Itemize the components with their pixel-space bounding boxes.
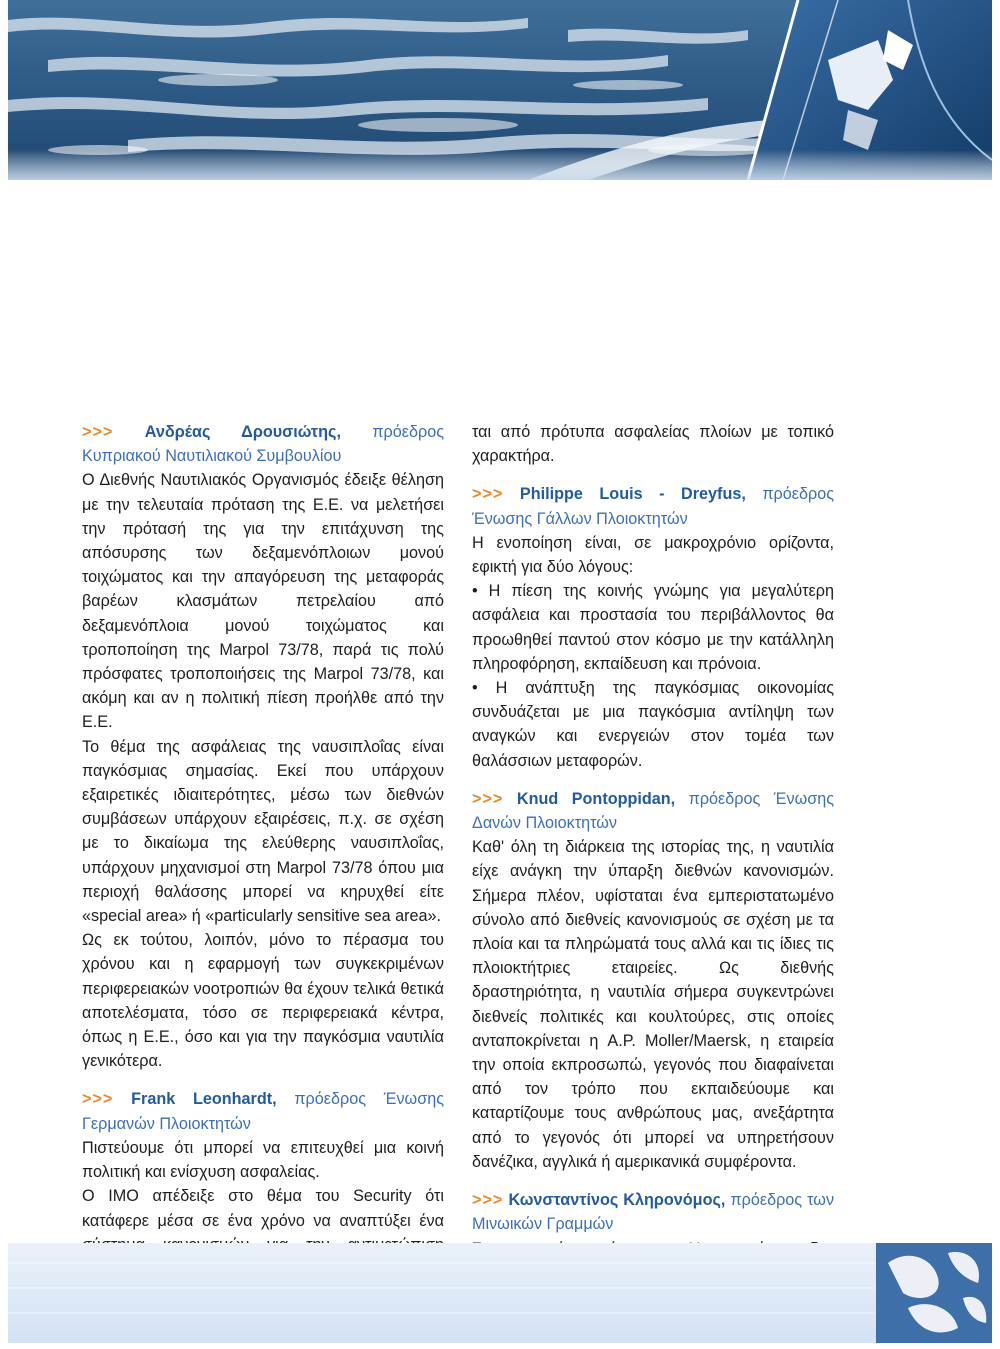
arrows-marker: >>> — [472, 789, 504, 808]
speaker-role: πρόεδρος των Μινωικών Γραμμών — [472, 1191, 835, 1234]
paragraph: Καθ' όλη τη διάρκεια της ιστορίας της, η ναυτιλία είχε ανάγκη την ύπαρξη διεθνών κανονισμών. Σήμερα πλέον, υφίσταται ένα εμπεριστατωμένο σύνολο από διεθνείς κανονισμούς σε σχέση με τα πλοία και τα πληρώματά τους αλλά και τις ίδιες τις πλοιοκτήτριες εταιρείες. Ως διεθνής δραστηριότητα, η ναυτιλία σήμερα συγκεντρώνει διεθνείς πολιτικές και κουλτούρες, στις οποίες ανταποκρίνεται η A.P. Moller/Maersk, η εταιρεία την οποία εκπροσωπώ, γεγονός που διαφαίνεται από τον τρόπο που εκπαιδεύουμε και καταρτίζουμε τους ανθρώπους μας, ανεξάρτητα από το γεγονός ότι μπορεί να υπηρετήσουν δανέζικα, αγγλικά ή αμερικανικά συμφέροντα. — [472, 838, 834, 1171]
speaker-name: Philippe Louis - Dreyfus, — [519, 485, 746, 504]
speaker-role: πρόεδρος Κυπριακού Ναυτιλιακού Συμβουλίου — [82, 423, 444, 466]
paragraph: Ως εκ τούτου, λοιπόν, μόνο το πέρασμα του χρόνου και η εφαρμογή των συγκεκριμένων περιφερειακών νοοτροπιών θα έχουν τελικά θετικά αποτελέσματα, τόσο σε περιφερειακά κέντρα, όπως η Ε.Ε., όσο και για την παγκόσμια ναυτιλία γενικότερα. — [82, 931, 444, 1071]
sea-wake-icon — [8, 0, 992, 180]
decorative-wave-pattern-icon — [8, 1243, 992, 1343]
arrows-marker: >>> — [472, 485, 504, 504]
bullet-item: • Η ανάπτυξη της παγκόσμιας οικονομίας συνδυάζεται με μια παγκόσμια αντίληψη των αναγκών και ενεργειών στον τομέα των θαλάσσιων μεταφορών. — [472, 679, 834, 770]
speaker-heading — [472, 1188, 834, 1236]
left-column — [82, 420, 444, 1344]
paragraph: Ο Διεθνής Ναυτιλιακός Οργανισμός έδειξε θέληση με την τελευταία πρόταση της Ε.Ε. να μελετήσει την πρότασή της για την επιτάχυνση της απόσυρσης των δεξαμενόπλοιων μονού τοιχώματος και την απαγόρευση της μεταφοράς βαρέων κλασμάτων πετρελαίου από δεξαμενόπλοια μονού τοιχώματος και τροποποίηση της Marpol 73/78, παρά τις πολύ πρόσφατες τροποποιήσεις της Marpol 73/78, και ακόμη και αν η πολιτική πίεση προήλθε από την Ε.Ε. — [82, 471, 444, 732]
paragraph: ται από πρότυπα ασφαλείας πλοίων με τοπικό χαρακτήρα. — [472, 423, 834, 466]
header-banner-photo — [8, 0, 992, 180]
arrows-marker: >>> — [82, 423, 114, 441]
speaker-name: Ανδρέας Δρουσιώτης, — [144, 423, 341, 441]
speaker-heading — [82, 420, 444, 468]
right-column — [472, 420, 834, 1299]
paragraph: Ο ΙΜΟ απέδειξε στο θέμα του Security ότι κατάφερε μέσα σε ένα χρόνο να αναπτύξει ένα — [82, 1187, 444, 1230]
speaker-role: πρόεδρος Ένωσης Γερμανών Πλοιοκτητών — [82, 1090, 444, 1133]
speaker-name: Frank Leonhardt, — [131, 1090, 277, 1109]
arrows-marker: >>> — [82, 1090, 114, 1109]
speaker-heading — [472, 482, 834, 530]
bullet-item: • Η πίεση της κοινής γνώμης για μεγαλύτερη ασφάλεια και προστασία του περιβάλλοντος θα προωθηθεί παντού στον κόσμο με την κατάλληλη πληροφόρηση, εκπαίδευση και πρόνοια. — [472, 582, 834, 673]
speaker-name: Knud Pontoppidan, — [516, 789, 676, 808]
speaker-heading — [82, 1087, 444, 1135]
speaker-role: πρόεδρος Ένωσης Γάλλων Πλοιοκτητών — [472, 485, 835, 528]
speaker-heading — [472, 787, 834, 835]
speaker-name: Κωνσταντίνος Κληρονόμος, — [508, 1191, 726, 1210]
paragraph: Πιστεύουμε ότι μπορεί να επιτευχθεί μια κοινή πολιτική και ενίσχυση ασφαλείας. — [82, 1138, 444, 1182]
continued-text — [472, 420, 834, 468]
speaker-role: πρόεδρος Ένωσης Δανών Πλοιοκτητών — [472, 789, 835, 833]
footer-band — [8, 1243, 992, 1343]
arrows-marker: >>> — [472, 1191, 504, 1210]
paragraph: Το θέμα της ασφάλειας της ναυσιπλοΐας είναι παγκόσμιας σημασίας. Εκεί που υπάρχουν εξαιρετικές ιδιαιτερότητες, μέσω των διεθνών συμβάσεων υπάρχουν εξαιρέσεις, π.χ. σε σχέση με το δικαίωμα της ελεύθερης ναυσιπλοΐας, υπάρχουν μηχανισμοί στη Marpol 73/78 όπου μια περιοχή θαλάσσης μπορεί να κηρυχθεί είτε «special area» ή «particularly sensitive sea area». — [82, 737, 444, 926]
interview-pontoppidan — [472, 787, 834, 1174]
interview-dreyfus — [472, 482, 834, 772]
paragraph: Η ενοποίηση είναι, σε μακροχρόνιο ορίζοντα, εφικτή για δύο λόγους: — [472, 533, 834, 577]
interview-drousiotis — [82, 420, 444, 1073]
